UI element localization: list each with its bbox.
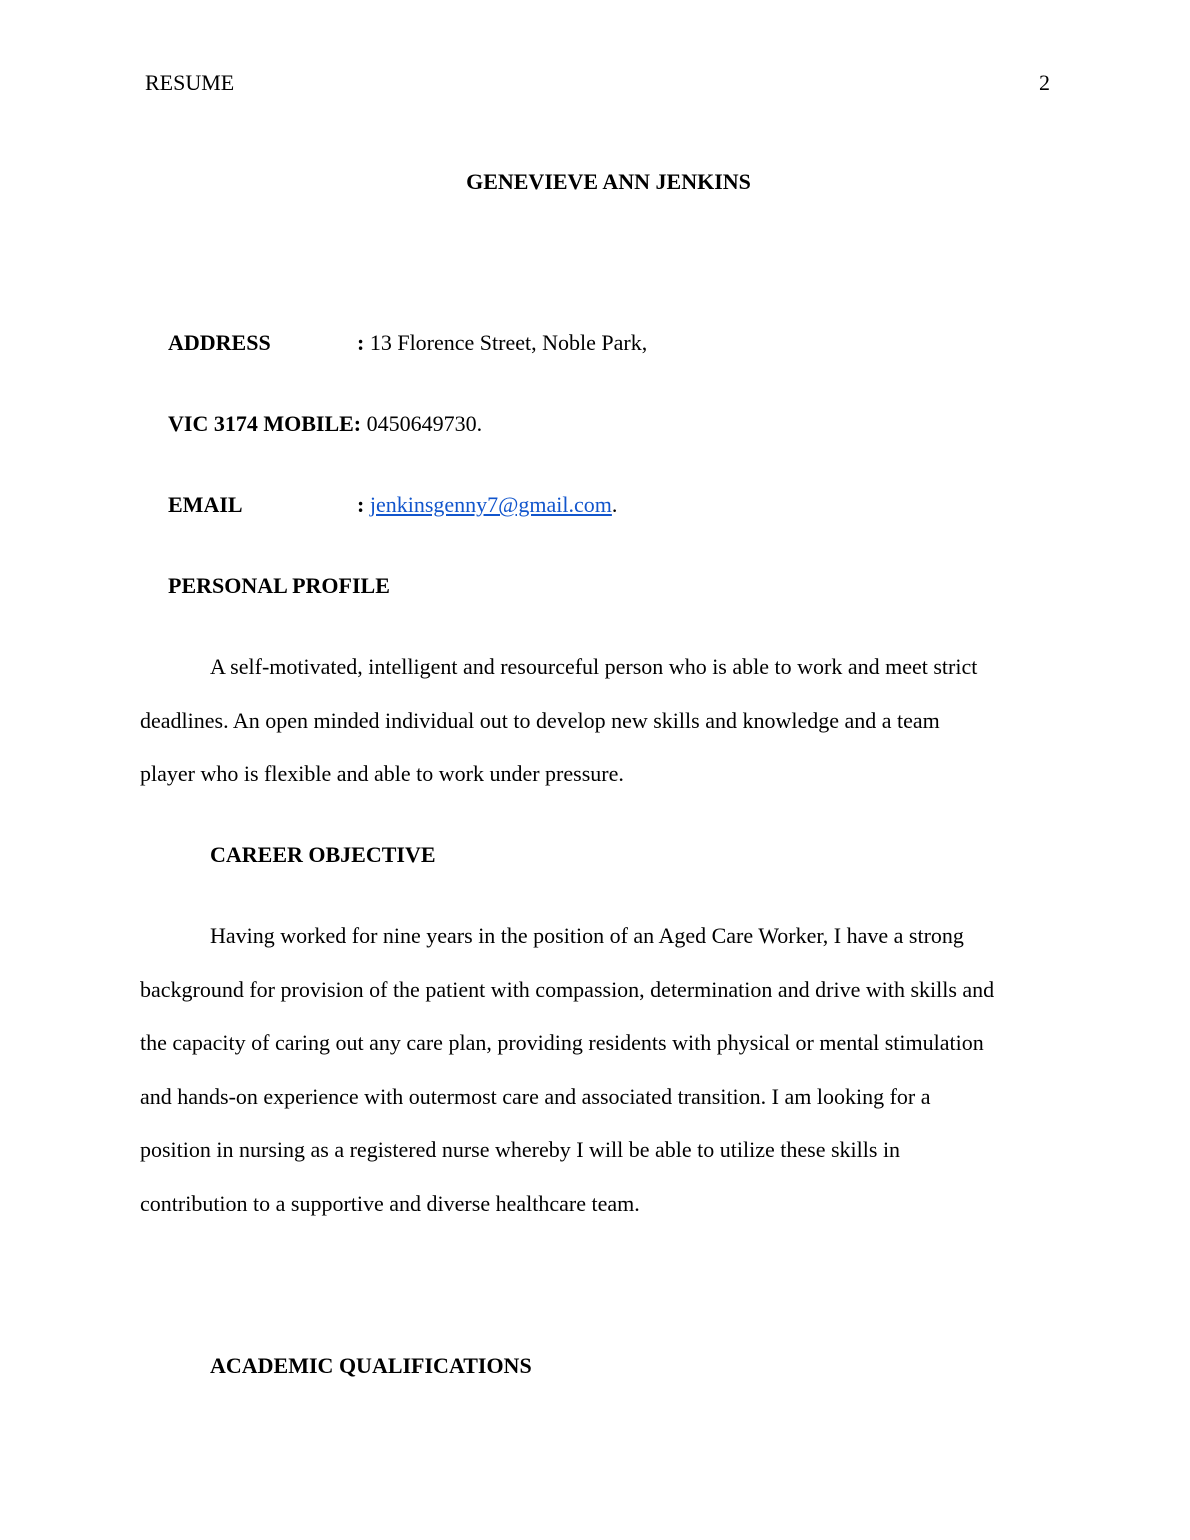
personal-profile-paragraph	[140, 640, 1050, 801]
personal-profile-heading: PERSONAL PROFILE	[168, 573, 390, 598]
email-colon: :	[357, 492, 365, 517]
running-head: RESUME	[145, 70, 235, 95]
career-objective-heading: CAREER OBJECTIVE	[210, 842, 436, 867]
page-number: 2	[1039, 70, 1050, 95]
paragraph-line: A self-motivated, intelligent and resourceful person who is able to work and meet strict	[210, 654, 978, 679]
mobile-line	[168, 411, 482, 437]
email-link[interactable]: jenkinsgenny7@gmail.com	[369, 492, 612, 517]
paragraph-line: player who is flexible and able to work under pressure.	[140, 761, 624, 786]
paragraph-line: contribution to a supportive and diverse healthcare team.	[140, 1190, 640, 1216]
career-objective-paragraph	[140, 909, 1050, 1230]
address-line	[357, 330, 647, 356]
email-label: EMAIL	[168, 492, 243, 517]
resume-name: GENEVIEVE ANN JENKINS	[466, 169, 751, 194]
address-label: ADDRESS	[168, 330, 271, 355]
paragraph-line: and hands-on experience with outermost care and associated transition. I am looking for a	[140, 1083, 931, 1109]
paragraph-line: position in nursing as a registered nurse whereby I will be able to utilize these skills in	[140, 1137, 901, 1162]
email-line	[357, 492, 617, 518]
paragraph-line: Having worked for nine years in the position of an Aged Care Worker, I have a strong	[210, 923, 964, 948]
mobile-value: 0450649730.	[361, 411, 483, 436]
paragraph-line: the capacity of caring out any care plan, providing residents with physical or mental stimulation	[140, 1030, 984, 1055]
academic-qualifications-heading: ACADEMIC QUALIFICATIONS	[210, 1353, 532, 1378]
address-value: 13 Florence Street, Noble Park,	[364, 330, 648, 355]
email-suffix: .	[611, 492, 618, 517]
paragraph-line: deadlines. An open minded individual out to develop new skills and knowledge and a team	[140, 707, 940, 733]
address-colon: :	[357, 330, 365, 355]
mobile-label: VIC 3174 MOBILE:	[168, 411, 362, 436]
paragraph-line: background for provision of the patient with compassion, determination and drive with skills and	[140, 976, 995, 1002]
